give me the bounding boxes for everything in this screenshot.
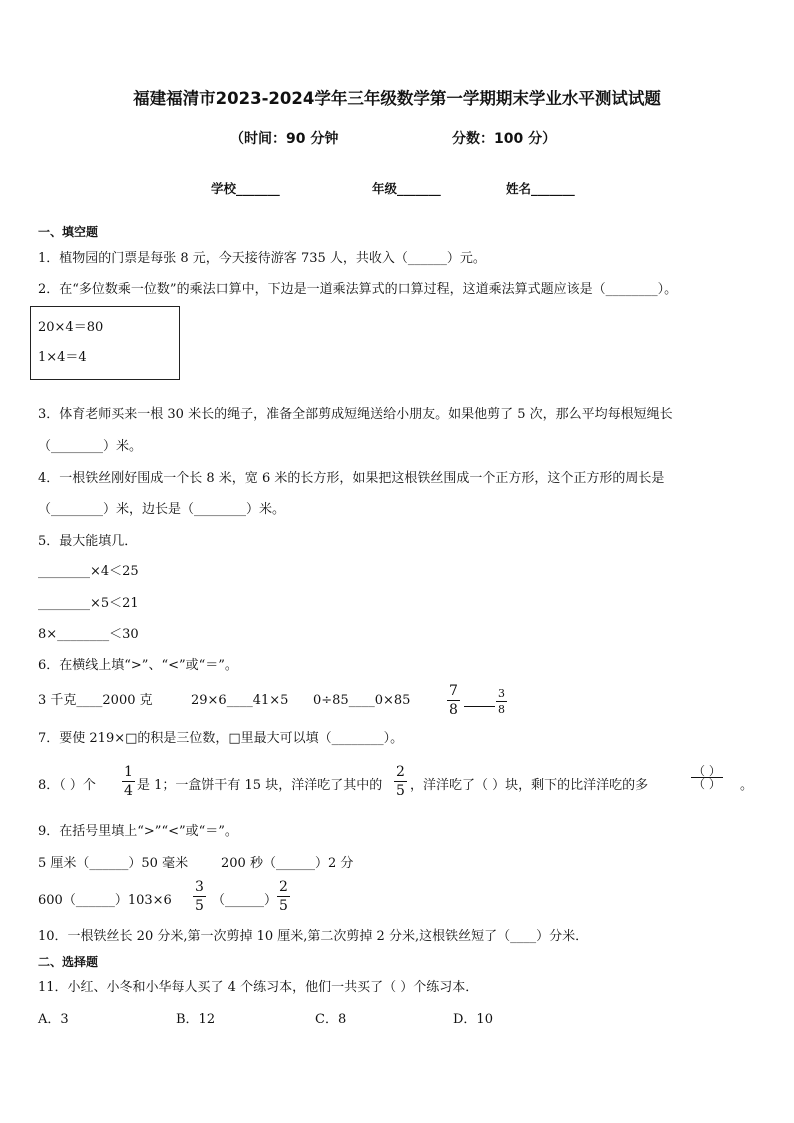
question-4-line-1: 4．一根铁丝刚好围成一个长 8 米，宽 6 米的长方形，如果把这根铁丝围成一个正方形，这个正方形的周长是 <box>38 471 665 486</box>
question-7: 7．要使 219×□的积是三位数，□里最大可以填（________）。 <box>38 731 404 746</box>
fraction-three-fifths <box>193 880 206 913</box>
fraction-one-quarter <box>122 765 135 798</box>
option-c: C．8 <box>315 1012 347 1027</box>
fraction-two-fifths-b <box>277 880 290 913</box>
section-fill-in-title: 一、填空题 <box>38 225 99 239</box>
question-8-part-1: 8．（ ）个 <box>38 778 96 793</box>
exam-score: 分数：100 分） <box>452 131 557 147</box>
question-2: 2．在“多位数乘一位数”的乘法口算中，下边是一道乘法算式的口算过程，这道乘法算式题应该是（________）。 <box>38 282 678 297</box>
blank-numerator: （ ） <box>693 764 721 778</box>
denominator: 4 <box>124 783 133 799</box>
calc-line-2: 1×4＝4 <box>38 350 87 365</box>
numerator: 7 <box>449 683 458 699</box>
page-title: 福建福清市2023-2024学年三年级数学第一学期期末学业水平测试试题 <box>133 89 661 108</box>
fraction-seven-eighths <box>447 684 460 717</box>
question-8-part-2: 是 1；一盒饼干有 15 块，洋洋吃了其中的 <box>137 778 383 793</box>
numerator: 2 <box>396 764 405 780</box>
question-5b: ________×5＜21 <box>38 596 139 611</box>
question-6b: 29×6____41×5 <box>191 693 289 708</box>
question-11: 11．小红、小冬和小华每人买了 4 个练习本，他们一共买了（ ）个练习本． <box>38 980 479 995</box>
question-5a: ________×4＜25 <box>38 564 139 579</box>
question-1: 1．植物园的门票是每张 8 元，今天接待游客 735 人，共收入（______）元。 <box>38 251 486 266</box>
fraction-two-fifths <box>394 765 407 798</box>
question-3-line-2: （________）米。 <box>38 439 143 454</box>
question-3-line-1: 3．体育老师买来一根 30 米长的绳子，准备全部剪成短绳送给小朋友。如果他剪了 5 次，那么平均每根短绳长 <box>38 407 673 422</box>
fraction-three-eighths <box>496 688 507 715</box>
answer-blank <box>464 706 495 707</box>
section-choice-title: 二、选择题 <box>38 955 99 969</box>
question-5c: 8×________＜30 <box>38 627 139 642</box>
question-5: 5．最大能填几． <box>38 534 138 549</box>
calculation-box <box>30 306 180 380</box>
numerator: 1 <box>124 764 133 780</box>
question-6c: 0÷85____0×85 <box>313 693 411 708</box>
option-b: B．12 <box>176 1012 216 1027</box>
question-6a: 3 千克____2000 克 <box>38 693 153 708</box>
denominator: 5 <box>396 783 405 799</box>
question-9a: 5 厘米（______）50 毫米 <box>38 856 189 871</box>
question-9b: 200 秒（______）2 分 <box>221 856 354 871</box>
question-10: 10．一根铁丝长 20 分米,第一次剪掉 10 厘米,第二次剪掉 2 分米,这根铁丝短了（____）分米． <box>38 929 589 944</box>
numerator: 3 <box>498 687 505 700</box>
question-9c: 600（______）103×6 <box>38 893 172 908</box>
denominator: 8 <box>498 703 505 716</box>
calc-line-1: 20×4＝80 <box>38 320 104 335</box>
numerator: 2 <box>279 879 288 895</box>
blank-fraction <box>691 765 723 790</box>
denominator: 5 <box>279 898 288 914</box>
denominator: 8 <box>449 702 458 718</box>
question-8-part-3: ，洋洋吃了（ ）块，剩下的比洋洋吃的多 <box>410 778 649 793</box>
name-field: 姓名_______ <box>506 181 575 196</box>
question-9d-blank: （______） <box>212 893 278 908</box>
question-4-line-2: （________）米，边长是（________）米。 <box>38 502 286 517</box>
question-9: 9．在括号里填上“>”“<”或“＝”。 <box>38 824 238 839</box>
question-8-part-4: 。 <box>740 778 754 793</box>
school-field: 学校_______ <box>211 181 280 196</box>
grade-field: 年级_______ <box>372 181 441 196</box>
blank-denominator: （ ） <box>693 777 721 791</box>
numerator: 3 <box>195 879 204 895</box>
exam-time: （时间：90 分钟 <box>230 131 339 147</box>
option-a: A．3 <box>38 1012 69 1027</box>
option-d: D．10 <box>453 1012 493 1027</box>
denominator: 5 <box>195 898 204 914</box>
question-6: 6．在横线上填“>”、“<”或“＝”。 <box>38 658 238 673</box>
